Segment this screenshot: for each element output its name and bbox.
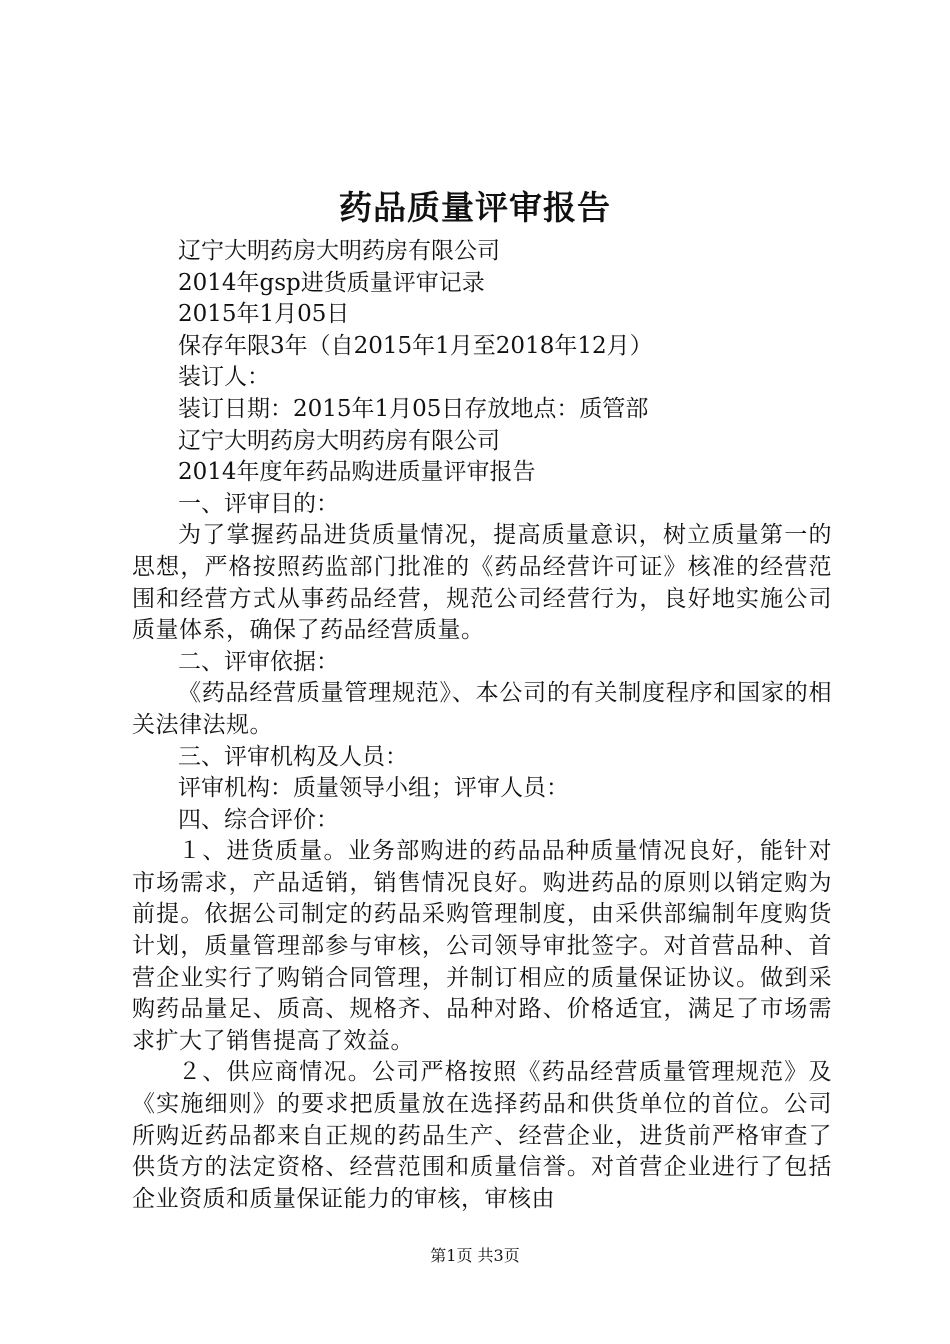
section-heading-organization: 三、评审机构及人员： <box>178 743 408 770</box>
paragraph-basis: 《药品经营质量管理规范》、本公司的有关制度程序和国家的相关法律法规。 <box>132 680 832 738</box>
binding-date-line: 装订日期：2015年1月05日存放地点：质管部 <box>178 395 649 422</box>
retention-line: 保存年限3年（自2015年1月至2018年12月） <box>178 332 653 359</box>
page-number-footer: 第1页 共3页 <box>430 1246 520 1265</box>
paragraph-supplier: ２、供应商情况。公司严格按照《药品经营质量管理规范》及《实施细则》的要求把质量放在选择药品和供货单位的首位。公司所购近药品都来自正规的药品生产、经营企业，进货前严格审查了供货方的法定资格、经营范围和质量信誉。对首营企业进行了包括企业资质和质量保证能力的审核，审核由 <box>132 1059 832 1212</box>
section-heading-basis: 二、评审依据： <box>178 648 339 675</box>
document-title: 药品质量评审报告 <box>339 188 611 227</box>
paragraph-purpose: 为了掌握药品进货质量情况，提高质量意识，树立质量第一的思想，严格按照药监部门批准的《药品经营许可证》核准的经营范围和经营方式从事药品经营，规范公司经营行为，良好地实施公司质量体系，确保了药品经营质量。 <box>132 522 832 644</box>
company-name-line: 辽宁大明药房大明药房有限公司 <box>178 238 500 264</box>
binder-line: 装订人： <box>178 364 270 391</box>
organization-line: 评审机构：质量领导小组；评审人员： <box>178 775 569 802</box>
report-title-line: 2014年度年药品购进质量评审报告 <box>178 459 536 486</box>
record-title-line: 2014年gsp进货质量评审记录 <box>178 269 485 296</box>
paragraph-purchase-quality: １、进货质量。业务部购进的药品品种质量情况良好，能针对市场需求，产品适销，销售情况良好。购进药品的原则以销定购为前提。依据公司制定的药品采购管理制度，由采供部编制年度购货计划，质量管理部参与审核，公司领导审批签字。对首营品种、首营企业实行了购销合同管理，并制订相应的质量保证协议。做到采购药品量足、质高、规格齐、品种对路、价格适宜，满足了市场需求扩大了销售提高了效益。 <box>132 838 832 1054</box>
company-name-line-2: 辽宁大明药房大明药房有限公司 <box>178 427 500 454</box>
section-heading-purpose: 一、评审目的： <box>178 490 339 517</box>
date-line: 2015年1月05日 <box>178 301 350 328</box>
section-heading-evaluation: 四、综合评价： <box>178 806 339 833</box>
document-body <box>132 236 832 1215</box>
